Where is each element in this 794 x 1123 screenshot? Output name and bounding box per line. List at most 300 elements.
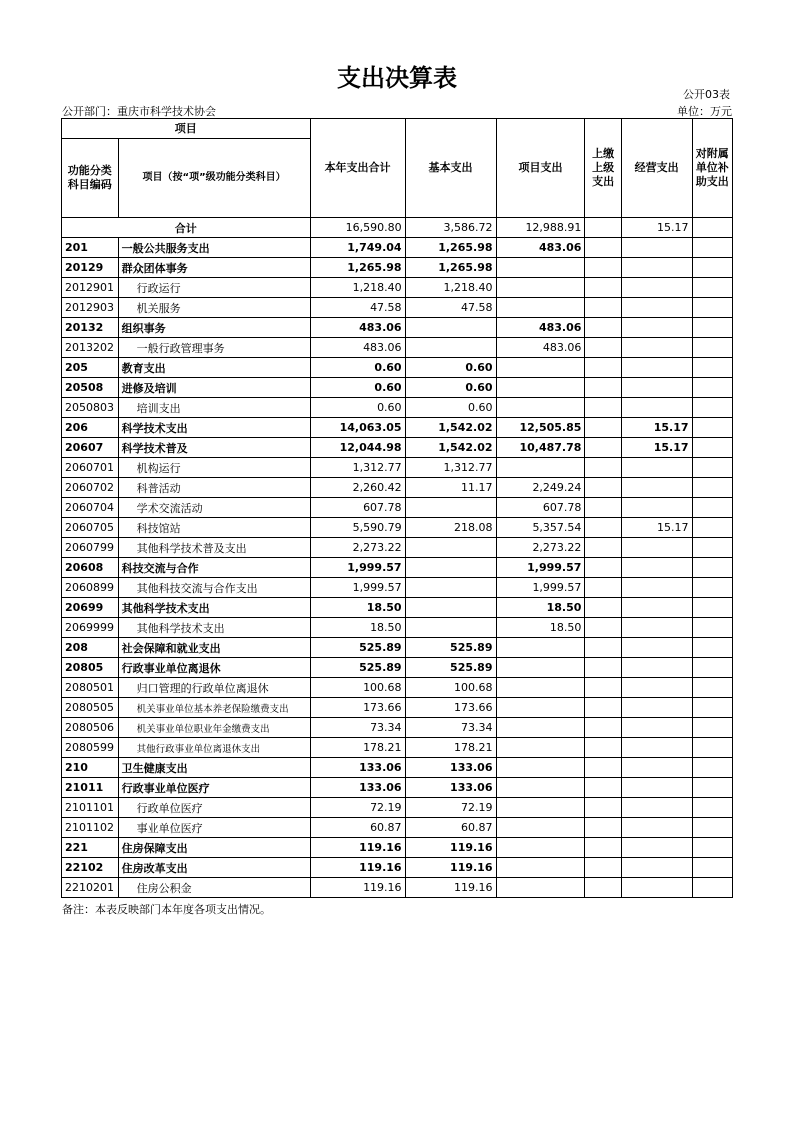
department-label: 公开部门：重庆市科学技术协会: [62, 105, 216, 118]
row-business: [621, 618, 692, 638]
row-name: 机关事业单位基本养老保险缴费支出: [118, 698, 310, 718]
row-code: 221: [62, 838, 119, 858]
row-name: 一般行政管理事务: [118, 338, 310, 358]
row-subsidy: [692, 478, 732, 498]
row-basic: [405, 338, 496, 358]
row-upper: [585, 858, 621, 878]
row-name: 学术交流活动: [118, 498, 310, 518]
row-code: 2060705: [62, 518, 119, 538]
total-upper: [585, 218, 621, 238]
row-code: 2080505: [62, 698, 119, 718]
row-project: 18.50: [496, 598, 585, 618]
total-sum: 16,590.80: [310, 218, 405, 238]
row-basic: [405, 498, 496, 518]
row-total: 1,749.04: [310, 238, 405, 258]
table-row: [62, 238, 733, 258]
row-project: 1,999.57: [496, 578, 585, 598]
row-subsidy: [692, 538, 732, 558]
row-basic: [405, 318, 496, 338]
row-name: 其他行政事业单位离退休支出: [118, 738, 310, 758]
row-business: 15.17: [621, 418, 692, 438]
table-row: [62, 398, 733, 418]
row-upper: [585, 478, 621, 498]
row-total: 525.89: [310, 658, 405, 678]
row-code: 2060799: [62, 538, 119, 558]
row-project: [496, 778, 585, 798]
row-project: [496, 798, 585, 818]
row-upper: [585, 418, 621, 438]
row-subsidy: [692, 258, 732, 278]
row-project: [496, 378, 585, 398]
row-name: 机关服务: [118, 298, 310, 318]
row-name: 组织事务: [118, 318, 310, 338]
row-code: 2080599: [62, 738, 119, 758]
row-basic: 173.66: [405, 698, 496, 718]
row-code: 2080501: [62, 678, 119, 698]
row-name: 归口管理的行政单位离退休: [118, 678, 310, 698]
table-row: [62, 858, 733, 878]
row-subsidy: [692, 738, 732, 758]
row-business: [621, 738, 692, 758]
row-code: 2012901: [62, 278, 119, 298]
table-row: [62, 718, 733, 738]
row-project: 12,505.85: [496, 418, 585, 438]
row-name: 行政单位医疗: [118, 798, 310, 818]
table-row: [62, 618, 733, 638]
row-name: 其他科学技术普及支出: [118, 538, 310, 558]
row-business: [621, 598, 692, 618]
row-total: 2,260.42: [310, 478, 405, 498]
table-row: [62, 338, 733, 358]
row-business: [621, 638, 692, 658]
row-total: 607.78: [310, 498, 405, 518]
row-upper: [585, 518, 621, 538]
row-name: 住房公积金: [118, 878, 310, 898]
row-basic: 60.87: [405, 818, 496, 838]
row-business: [621, 818, 692, 838]
row-business: [621, 258, 692, 278]
row-name: 科普活动: [118, 478, 310, 498]
row-name: 事业单位医疗: [118, 818, 310, 838]
table-row: [62, 498, 733, 518]
table-row: [62, 298, 733, 318]
row-business: [621, 338, 692, 358]
row-name: 培训支出: [118, 398, 310, 418]
table-row: [62, 658, 733, 678]
row-business: [621, 658, 692, 678]
total-row: [62, 218, 733, 238]
total-business: 15.17: [621, 218, 692, 238]
row-project: 2,273.22: [496, 538, 585, 558]
header-project: 项目支出: [496, 119, 585, 218]
table-row: [62, 438, 733, 458]
row-subsidy: [692, 718, 732, 738]
table-row: [62, 578, 733, 598]
row-upper: [585, 578, 621, 598]
row-name: 群众团体事务: [118, 258, 310, 278]
table-row: [62, 538, 733, 558]
row-project: 1,999.57: [496, 558, 585, 578]
row-code: 2101102: [62, 818, 119, 838]
header-upper: 上缴上级支出: [585, 119, 621, 218]
row-subsidy: [692, 678, 732, 698]
row-subsidy: [692, 498, 732, 518]
row-upper: [585, 718, 621, 738]
row-basic: 133.06: [405, 758, 496, 778]
row-subsidy: [692, 658, 732, 678]
row-business: [621, 758, 692, 778]
row-basic: 133.06: [405, 778, 496, 798]
row-subsidy: [692, 518, 732, 538]
row-subsidy: [692, 318, 732, 338]
row-basic: [405, 578, 496, 598]
header-item-name: 项目（按“项”级功能分类科目）: [118, 139, 310, 218]
table-row: [62, 258, 733, 278]
row-code: 208: [62, 638, 119, 658]
row-project: 18.50: [496, 618, 585, 638]
row-upper: [585, 338, 621, 358]
row-basic: 0.60: [405, 378, 496, 398]
row-total: 119.16: [310, 858, 405, 878]
row-upper: [585, 558, 621, 578]
row-project: [496, 838, 585, 858]
row-code: 2060702: [62, 478, 119, 498]
row-subsidy: [692, 398, 732, 418]
row-name: 其他科技交流与合作支出: [118, 578, 310, 598]
row-business: [621, 358, 692, 378]
total-project: 12,988.91: [496, 218, 585, 238]
row-name: 行政运行: [118, 278, 310, 298]
table-row: [62, 598, 733, 618]
table-row: [62, 358, 733, 378]
row-project: [496, 698, 585, 718]
row-basic: 119.16: [405, 838, 496, 858]
row-name: 行政事业单位医疗: [118, 778, 310, 798]
row-upper: [585, 678, 621, 698]
row-subsidy: [692, 458, 732, 478]
table-row: [62, 318, 733, 338]
row-business: [621, 478, 692, 498]
row-business: [621, 858, 692, 878]
row-upper: [585, 318, 621, 338]
table-row: [62, 518, 733, 538]
row-project: [496, 358, 585, 378]
row-subsidy: [692, 438, 732, 458]
row-name: 行政事业单位离退休: [118, 658, 310, 678]
row-subsidy: [692, 618, 732, 638]
row-project: 483.06: [496, 318, 585, 338]
table-row: [62, 418, 733, 438]
row-code: 2012903: [62, 298, 119, 318]
row-basic: 119.16: [405, 858, 496, 878]
row-name: 机构运行: [118, 458, 310, 478]
row-basic: [405, 538, 496, 558]
row-subsidy: [692, 838, 732, 858]
row-name: 教育支出: [118, 358, 310, 378]
row-name: 科技馆站: [118, 518, 310, 538]
row-total: 18.50: [310, 598, 405, 618]
row-project: 483.06: [496, 238, 585, 258]
row-code: 2060899: [62, 578, 119, 598]
row-basic: 1,542.02: [405, 438, 496, 458]
row-project: [496, 298, 585, 318]
row-upper: [585, 638, 621, 658]
row-total: 1,999.57: [310, 558, 405, 578]
row-name: 一般公共服务支出: [118, 238, 310, 258]
row-total: 133.06: [310, 758, 405, 778]
row-business: 15.17: [621, 438, 692, 458]
row-code: 2080506: [62, 718, 119, 738]
row-project: [496, 678, 585, 698]
row-basic: 1,312.77: [405, 458, 496, 478]
row-project: [496, 758, 585, 778]
row-project: [496, 398, 585, 418]
row-subsidy: [692, 798, 732, 818]
table-row: [62, 878, 733, 898]
row-upper: [585, 258, 621, 278]
row-business: [621, 678, 692, 698]
row-total: 173.66: [310, 698, 405, 718]
row-project: 483.06: [496, 338, 585, 358]
table-number: 公开03表: [683, 88, 730, 101]
row-subsidy: [692, 878, 732, 898]
row-business: [621, 458, 692, 478]
row-code: 20607: [62, 438, 119, 458]
row-basic: [405, 598, 496, 618]
row-total: 47.58: [310, 298, 405, 318]
row-total: 133.06: [310, 778, 405, 798]
row-code: 2069999: [62, 618, 119, 638]
row-total: 1,265.98: [310, 258, 405, 278]
row-name: 科技交流与合作: [118, 558, 310, 578]
row-subsidy: [692, 358, 732, 378]
row-upper: [585, 818, 621, 838]
row-basic: [405, 618, 496, 638]
total-label: 合计: [62, 218, 311, 238]
row-name: 卫生健康支出: [118, 758, 310, 778]
table-row: [62, 678, 733, 698]
row-name: 其他科学技术支出: [118, 598, 310, 618]
page-title: 支出决算表: [337, 63, 457, 92]
row-total: 525.89: [310, 638, 405, 658]
table-row: [62, 698, 733, 718]
row-name: 社会保障和就业支出: [118, 638, 310, 658]
row-subsidy: [692, 638, 732, 658]
row-total: 0.60: [310, 358, 405, 378]
row-upper: [585, 798, 621, 818]
row-basic: 119.16: [405, 878, 496, 898]
row-subsidy: [692, 578, 732, 598]
table-row: [62, 798, 733, 818]
table-row: [62, 778, 733, 798]
row-project: 2,249.24: [496, 478, 585, 498]
row-upper: [585, 438, 621, 458]
row-business: [621, 578, 692, 598]
row-business: [621, 838, 692, 858]
row-code: 20608: [62, 558, 119, 578]
row-name: 科学技术普及: [118, 438, 310, 458]
row-subsidy: [692, 818, 732, 838]
row-code: 20132: [62, 318, 119, 338]
row-basic: 525.89: [405, 638, 496, 658]
table-row: [62, 738, 733, 758]
table-row: [62, 758, 733, 778]
row-basic: 47.58: [405, 298, 496, 318]
row-upper: [585, 758, 621, 778]
row-subsidy: [692, 858, 732, 878]
row-business: [621, 378, 692, 398]
row-basic: 1,542.02: [405, 418, 496, 438]
row-name: 进修及培训: [118, 378, 310, 398]
row-business: [621, 778, 692, 798]
row-upper: [585, 778, 621, 798]
row-business: [621, 558, 692, 578]
row-name: 住房保障支出: [118, 838, 310, 858]
row-upper: [585, 358, 621, 378]
row-total: 0.60: [310, 398, 405, 418]
row-subsidy: [692, 378, 732, 398]
row-project: [496, 258, 585, 278]
row-subsidy: [692, 598, 732, 618]
row-project: [496, 738, 585, 758]
unit-label: 单位：万元: [677, 105, 732, 118]
row-subsidy: [692, 278, 732, 298]
row-upper: [585, 538, 621, 558]
row-basic: 100.68: [405, 678, 496, 698]
table-row: [62, 458, 733, 478]
row-total: 100.68: [310, 678, 405, 698]
row-basic: 72.19: [405, 798, 496, 818]
row-code: 201: [62, 238, 119, 258]
row-basic: 0.60: [405, 358, 496, 378]
row-total: 483.06: [310, 338, 405, 358]
table-row: [62, 378, 733, 398]
table-row: [62, 838, 733, 858]
row-basic: 11.17: [405, 478, 496, 498]
row-project: 5,357.54: [496, 518, 585, 538]
row-business: [621, 798, 692, 818]
row-business: [621, 318, 692, 338]
row-project: [496, 818, 585, 838]
row-basic: 178.21: [405, 738, 496, 758]
row-name: 其他科学技术支出: [118, 618, 310, 638]
row-subsidy: [692, 558, 732, 578]
row-total: 119.16: [310, 878, 405, 898]
row-code: 20699: [62, 598, 119, 618]
row-business: [621, 498, 692, 518]
row-upper: [585, 838, 621, 858]
header-subsidy: 对附属单位补助支出: [692, 119, 732, 218]
row-basic: 525.89: [405, 658, 496, 678]
expenditure-table: [61, 118, 733, 898]
row-subsidy: [692, 758, 732, 778]
row-subsidy: [692, 238, 732, 258]
row-total: 119.16: [310, 838, 405, 858]
row-subsidy: [692, 698, 732, 718]
row-project: [496, 658, 585, 678]
row-name: 科学技术支出: [118, 418, 310, 438]
row-project: [496, 638, 585, 658]
row-upper: [585, 238, 621, 258]
header-total: 本年支出合计: [310, 119, 405, 218]
row-business: [621, 398, 692, 418]
row-project: 607.78: [496, 498, 585, 518]
header-basic: 基本支出: [405, 119, 496, 218]
row-upper: [585, 598, 621, 618]
row-project: 10,487.78: [496, 438, 585, 458]
row-project: [496, 858, 585, 878]
total-basic: 3,586.72: [405, 218, 496, 238]
row-upper: [585, 398, 621, 418]
row-business: [621, 718, 692, 738]
row-code: 2050803: [62, 398, 119, 418]
row-upper: [585, 498, 621, 518]
row-basic: 1,265.98: [405, 258, 496, 278]
row-total: 60.87: [310, 818, 405, 838]
row-code: 2101101: [62, 798, 119, 818]
table-row: [62, 558, 733, 578]
row-code: 20129: [62, 258, 119, 278]
row-code: 21011: [62, 778, 119, 798]
row-total: 73.34: [310, 718, 405, 738]
row-code: 2060704: [62, 498, 119, 518]
row-subsidy: [692, 778, 732, 798]
row-basic: 1,265.98: [405, 238, 496, 258]
row-code: 20508: [62, 378, 119, 398]
row-business: [621, 698, 692, 718]
row-project: [496, 278, 585, 298]
row-code: 2013202: [62, 338, 119, 358]
row-basic: 1,218.40: [405, 278, 496, 298]
row-business: 15.17: [621, 518, 692, 538]
table-row: [62, 278, 733, 298]
row-upper: [585, 698, 621, 718]
row-subsidy: [692, 338, 732, 358]
row-project: [496, 718, 585, 738]
row-basic: 73.34: [405, 718, 496, 738]
row-project: [496, 878, 585, 898]
row-code: 22102: [62, 858, 119, 878]
row-upper: [585, 458, 621, 478]
row-basic: 0.60: [405, 398, 496, 418]
row-subsidy: [692, 418, 732, 438]
row-upper: [585, 378, 621, 398]
row-total: 178.21: [310, 738, 405, 758]
row-total: 1,312.77: [310, 458, 405, 478]
header-business: 经营支出: [621, 119, 692, 218]
row-total: 483.06: [310, 318, 405, 338]
header-item: 项目: [62, 119, 311, 139]
row-total: 14,063.05: [310, 418, 405, 438]
row-business: [621, 238, 692, 258]
row-name: 住房改革支出: [118, 858, 310, 878]
row-upper: [585, 738, 621, 758]
row-project: [496, 458, 585, 478]
row-total: 2,273.22: [310, 538, 405, 558]
row-basic: [405, 558, 496, 578]
row-code: 2060701: [62, 458, 119, 478]
row-code: 2210201: [62, 878, 119, 898]
row-total: 5,590.79: [310, 518, 405, 538]
row-total: 1,218.40: [310, 278, 405, 298]
row-name: 机关事业单位职业年金缴费支出: [118, 718, 310, 738]
row-total: 12,044.98: [310, 438, 405, 458]
row-code: 206: [62, 418, 119, 438]
row-code: 20805: [62, 658, 119, 678]
table-row: [62, 818, 733, 838]
row-code: 205: [62, 358, 119, 378]
row-total: 72.19: [310, 798, 405, 818]
